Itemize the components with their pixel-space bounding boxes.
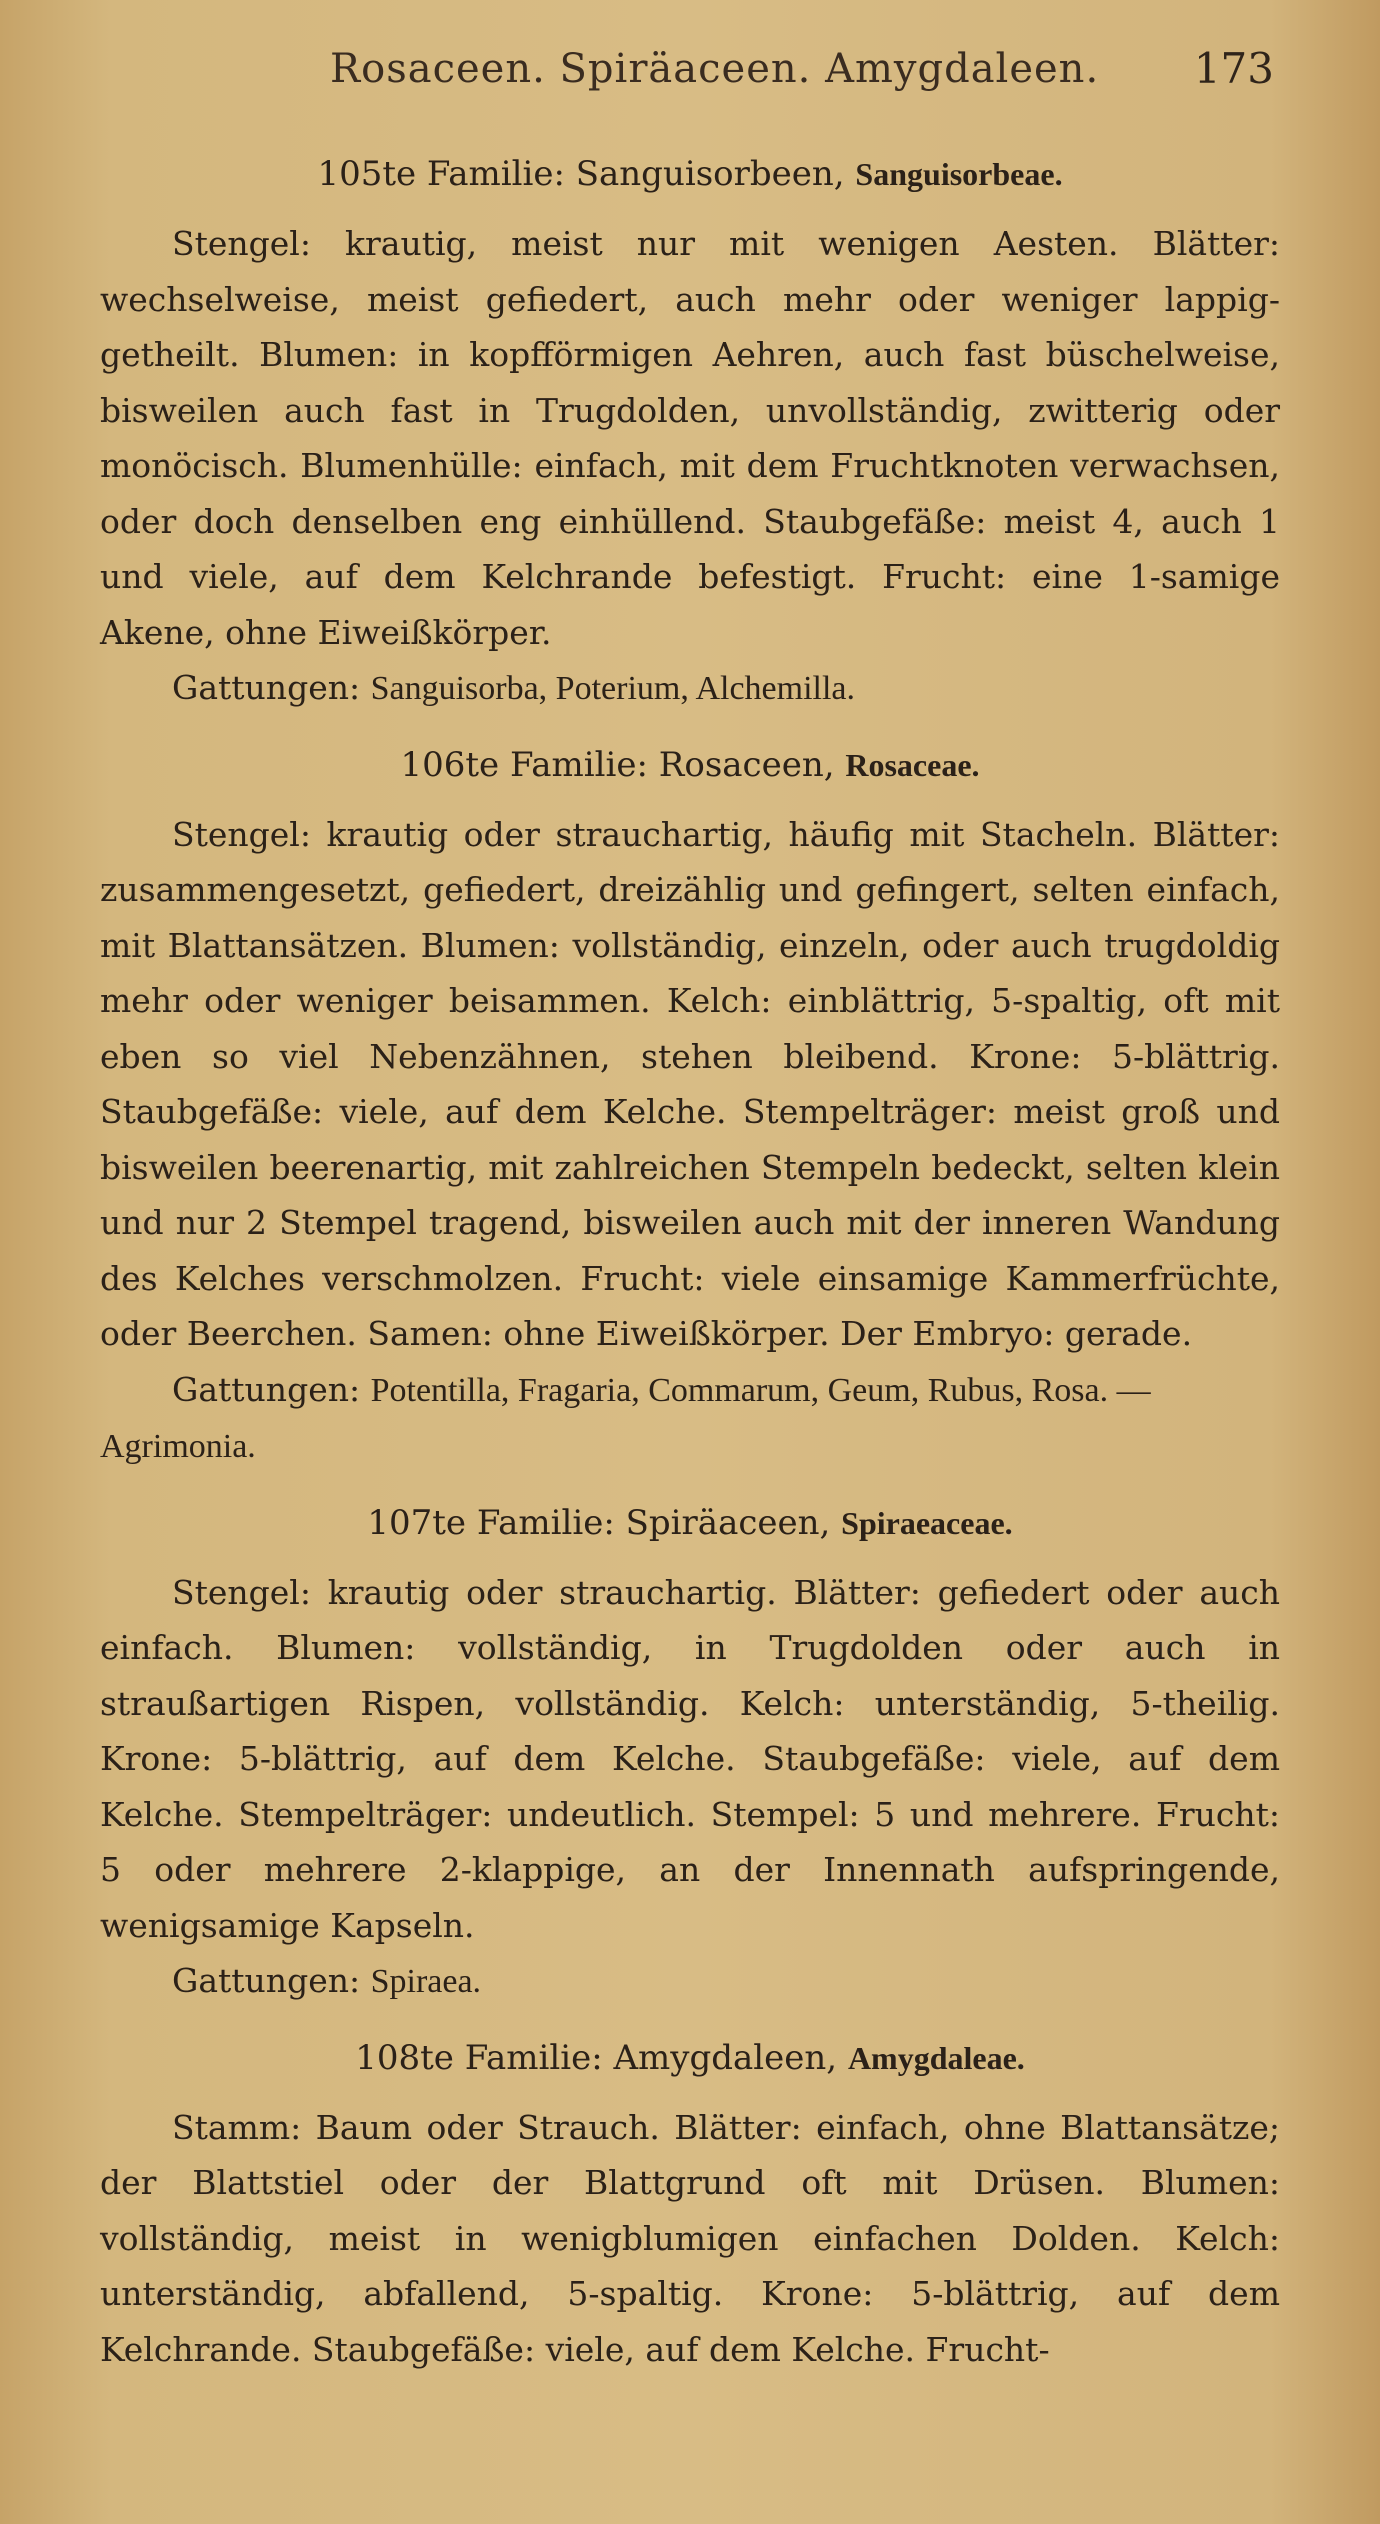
family-heading-prefix: 105te Familie: Sanguisorbeen, [317,154,845,194]
family-section-105 [100,150,1280,717]
genera-label: Gattungen: [172,668,361,707]
family-heading-latin: Sanguisorbeae. [855,156,1063,192]
genera-line [100,1362,1280,1475]
family-heading-prefix: 106te Familie: Rosaceen, [400,744,835,785]
family-heading-prefix: 107te Familie: Spiräaceen, [367,1502,831,1543]
family-heading-latin: Amygdaleae. [847,2039,1025,2076]
family-heading-prefix: 108te Familie: Amygdaleen, [355,2037,838,2078]
family-description: Stengel: krautig oder strauchartig. Blätter: gefiedert oder auch einfach. Blumen: vollständig, in Trugdolden oder auch in straußartigen Rispen, vollständig. Kelch: unterständig, 5-theilig. Krone: 5-blättrig, auf dem Kelche. Staubgefäße: viele, auf dem Kelche. Stempelträger: undeutlich. Stempel: 5 und mehrere. Frucht: 5 oder mehrere 2-klappige, an der Innennath aufspringende, wenigsamige Kapseln. [100,1572,1280,1945]
family-section-108 [100,2034,1280,2378]
page-number: 173 [1193,44,1274,93]
running-head: Rosaceen. Spiräaceen. Amygdaleen. [330,46,1100,92]
family-heading [100,150,1280,198]
genera-line [100,1953,1280,2010]
genera-label: Gattungen: [172,1369,361,1409]
family-heading-latin: Rosaceae. [845,746,980,783]
genera-line [100,660,1280,717]
family-description: Stengel: krautig, meist nur mit wenigen Aesten. Blätter: wechselweise, meist gefiedert, auch mehr oder weniger lappig-getheilt. Blumen: in kopfförmigen Aehren, auch fast büschelweise, bisweilen auch fast in Trugdolden, unvollständig, zwitterig oder monöcisch. Blumenhülle: einfach, mit dem Fruchtknoten verwachsen, oder doch denselben eng einhüllend. Staubgefäße: meist 4, auch 1 und viele, auf dem Kelchrande befestigt. Frucht: eine 1-samige Akene, ohne Eiweißkörper. [100,224,1280,652]
page-content [100,150,1280,2383]
family-description: Stamm: Baum oder Strauch. Blätter: einfach, ohne Blattansätze; der Blattstiel oder der Blattgrund oft mit Drüsen. Blumen: vollständig, meist in wenigblumigen einfachen Dolden. Kelch: unterständig, abfallend, 5-spaltig. Krone: 5-blättrig, auf dem Kelchrande. Staubgefäße: viele, auf dem Kelche. Frucht- [100,2107,1280,2369]
family-description: Stengel: krautig oder strauchartig, häufig mit Stacheln. Blätter: zusammengesetzt, gefiedert, dreizählig und gefingert, selten einfach, mit Blattansätzen. Blumen: vollständig, einzeln, oder auch trugdoldig mehr oder weniger beisammen. Kelch: einblättrig, 5-spaltig, oft mit eben so viel Nebenzähnen, stehen bleibend. Krone: 5-blättrig. Staubgefäße: viele, auf dem Kelche. Stempelträger: meist groß und bisweilen beerenartig, mit zahlreichen Stempeln bedeckt, selten klein und nur 2 Stempel tragend, bisweilen auch mit der inneren Wandung des Kelches verschmolzen. Frucht: viele einsamige Kammerfrüchte, oder Beerchen. Samen: ohne Eiweißkörper. Der Embryo: gerade. [100,814,1280,1353]
family-heading [100,741,1280,789]
family-heading-latin: Spiraeaceae. [841,1504,1013,1541]
genera-names: Sanguisorba, Poterium, Alchemilla. [370,670,856,707]
genera-label: Gattungen: [172,1961,361,2000]
family-section-106 [100,741,1280,1475]
genera-names: Spiraea. [370,1963,482,2000]
genera-names: Potentilla, Fragaria, Commarum, Geum, Rubus, Rosa. — Agrimonia. [100,1371,1151,1465]
family-heading [100,1499,1280,1547]
family-section-107 [100,1499,1280,2010]
family-heading [100,2034,1280,2082]
